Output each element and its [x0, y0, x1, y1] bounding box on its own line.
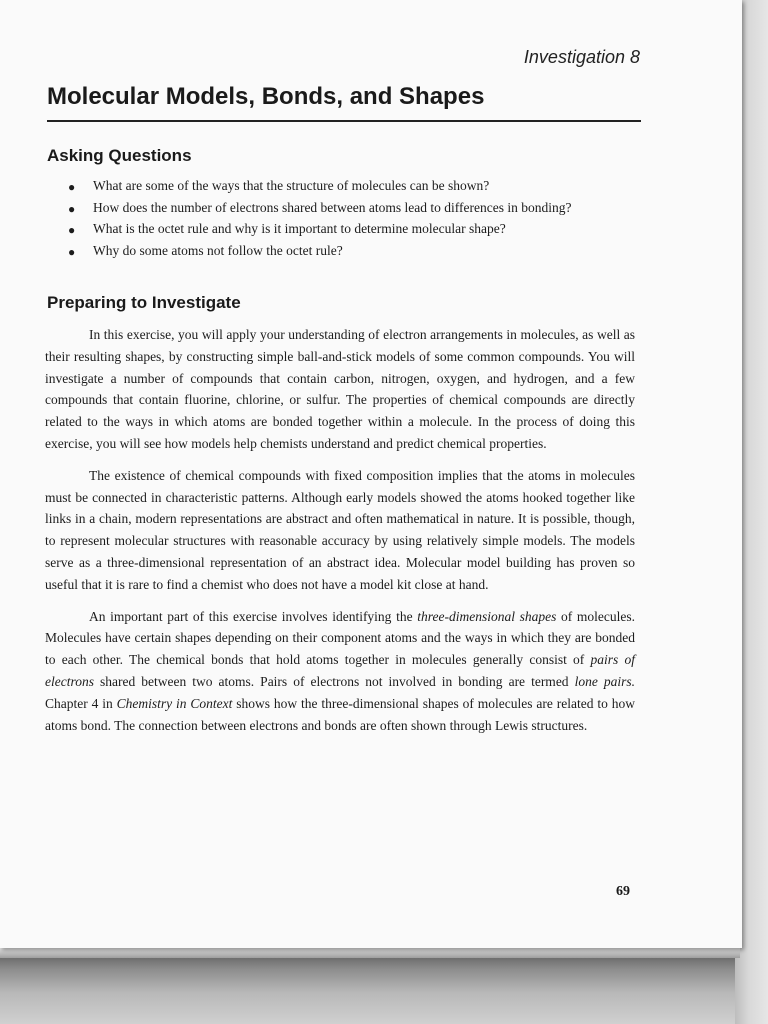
- bullet-icon: ●: [68, 201, 76, 216]
- bullet-icon: ●: [68, 244, 76, 259]
- list-item: [68, 221, 648, 243]
- question-text: What is the octet rule and why is it important to determine molecular shape?: [93, 221, 506, 236]
- list-item: [68, 178, 648, 200]
- investigation-label: Investigation 8: [523, 47, 640, 67]
- emphasis-term: lone pairs.: [574, 673, 635, 689]
- question-text: Why do some atoms not follow the octet rule?: [93, 242, 343, 258]
- paragraph-3: An important part of this exercise involves identifying the three-dimensional shapes of molecules. Molecules have certain shapes depending on their component atoms and the ways in which they are bonded to each other. The chemical bonds that hold atoms together in molecules generally consist of pairs of electrons shared between two atoms. Pairs of electrons not involved in bonding are termed lone pairs. Chapter 4 in Chemistry in Context shows how the three-dimensional shapes of molecules are related to how atoms bond. The connection between electrons and bonds are often shown through Lewis structures.: [45, 608, 635, 733]
- page-edge: [0, 948, 740, 958]
- bullet-icon: ●: [68, 223, 76, 237]
- body-text: [45, 324, 635, 746]
- questions-list: [68, 178, 648, 264]
- bullet-icon: ●: [68, 180, 76, 194]
- preparing-heading: Preparing to Investigate: [47, 293, 241, 312]
- emphasis-term: pairs of electrons: [45, 652, 635, 689]
- question-text: What are some of the ways that the structure of molecules can be shown?: [93, 178, 490, 193]
- paragraph-1: In this exercise, you will apply your understanding of electron arrangements in molecules, as well as their resulting shapes, by constructing simple ball-and-stick models of some common compounds. You will investigate a number of compounds that contain carbon, nitrogen, oxygen, and hydrogen, and a few compounds that contain fluorine, chlorine, or sulfur. The properties of chemical compounds are directly related to the ways in which atoms are bonded together within a molecule. In the process of doing this exercise, you will see how models help chemists understand and predict chemical properties.: [45, 327, 635, 451]
- page-number: 69: [616, 884, 630, 899]
- question-text: How does the number of electrons shared between atoms lead to differences in bonding?: [93, 199, 572, 215]
- paragraph-2: The existence of chemical compounds with fixed composition implies that the atoms in molecules must be connected in characteristic patterns. Although early models showed the atoms hooked together like links in a chain, modern representations are abstract and often mathematical in nature. It is possible, though, to represent molecular structures with reasonable accuracy by using relatively simple models. The models serve as a three-dimensional representation of an abstract idea. Molecular model building has proven so useful that it is rare to find a chemist who does not have a model kit close at hand.: [45, 467, 635, 592]
- page-title: Molecular Models, Bonds, and Shapes: [47, 83, 485, 110]
- list-item: [68, 200, 648, 222]
- emphasis-term: three-dimensional shapes: [417, 608, 557, 624]
- asking-questions-heading: Asking Questions: [47, 146, 192, 165]
- title-divider: [47, 120, 641, 122]
- book-title: Chemistry in Context: [116, 695, 233, 711]
- list-item: [68, 243, 648, 265]
